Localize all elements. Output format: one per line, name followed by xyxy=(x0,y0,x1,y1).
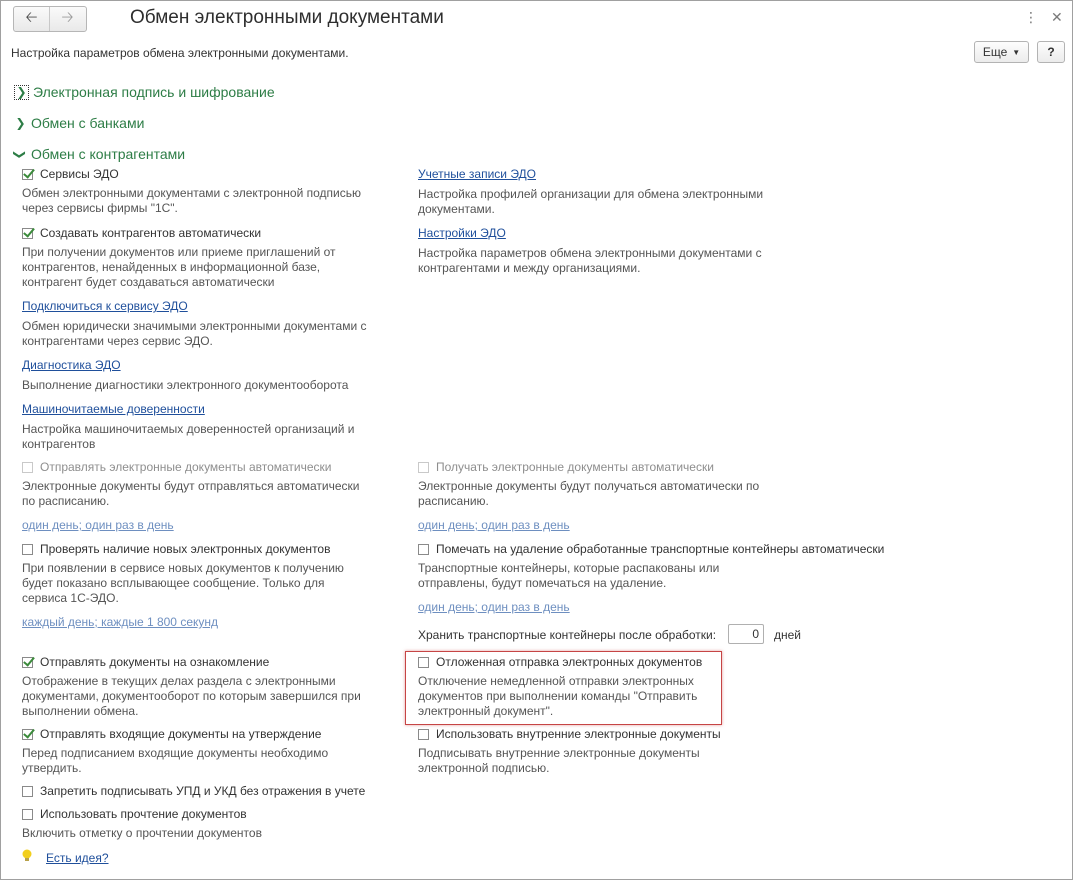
send-approve-label: Отправлять входящие документы на утверждение xyxy=(40,727,322,741)
checkbox-unchecked[interactable] xyxy=(22,544,33,555)
nav-buttons xyxy=(13,6,87,32)
edo-settings-link[interactable]: Настройки ЭДО xyxy=(418,226,506,240)
keep-days-input[interactable]: 0 xyxy=(728,624,764,644)
checkbox-checked[interactable] xyxy=(22,169,33,180)
checkbox-unchecked[interactable] xyxy=(22,786,33,797)
dropdown-arrow-icon: ▼ xyxy=(1012,47,1021,57)
section-signature[interactable] xyxy=(14,84,275,100)
forbid-sign-checkbox[interactable] xyxy=(22,784,365,798)
accounts-desc: Настройка профилей организации для обмена электронными документами. xyxy=(418,187,764,216)
back-button[interactable] xyxy=(14,7,50,31)
help-button[interactable]: ? xyxy=(1037,41,1065,63)
section-banks-label: Обмен с банками xyxy=(31,115,145,131)
auto-receive-desc: Электронные документы будут получаться автоматически по расписанию. xyxy=(418,479,760,508)
checkbox-checked[interactable] xyxy=(22,228,33,239)
send-approve-checkbox[interactable] xyxy=(22,727,321,741)
arrow-right-icon: 🡢 xyxy=(61,8,74,26)
auto-send-schedule-link[interactable]: один день; один раз в день xyxy=(22,518,174,532)
more-button[interactable] xyxy=(974,41,1029,63)
create-counterparties-label: Создавать контрагентов автоматически xyxy=(40,226,262,240)
page-title: Обмен электронными документами xyxy=(130,7,444,28)
chevron-right-icon: ❯ xyxy=(15,116,26,130)
create-counterparties-checkbox[interactable] xyxy=(22,226,261,240)
deferred-send-checkbox[interactable] xyxy=(418,655,702,669)
auto-receive-label: Получать электронные документы автоматически xyxy=(436,460,714,474)
checkbox-unchecked[interactable] xyxy=(22,809,33,820)
check-new-checkbox[interactable] xyxy=(22,542,330,556)
check-new-schedule-link[interactable]: каждый день; каждые 1 800 секунд xyxy=(22,615,219,629)
diagnostics-desc: Выполнение диагностики электронного документооборота xyxy=(22,378,349,392)
arrow-left-icon: 🡠 xyxy=(25,8,38,26)
lightbulb-icon xyxy=(22,849,32,862)
connect-service-link[interactable]: Подключиться к сервису ЭДО xyxy=(22,299,188,313)
send-review-label: Отправлять документы на ознакомление xyxy=(40,655,270,669)
internal-docs-label: Использовать внутренние электронные документы xyxy=(436,727,721,741)
check-new-desc: При появлении в сервисе новых документов к получению будет показано всплывающее сообщение. Только для сервиса 1С-ЭДО. xyxy=(22,561,344,605)
keep-label: Хранить транспортные контейнеры после обработки: xyxy=(418,628,717,642)
checkbox-checked[interactable] xyxy=(22,729,33,740)
section-banks[interactable] xyxy=(14,115,144,131)
read-docs-checkbox[interactable] xyxy=(22,807,247,821)
deferred-send-label: Отложенная отправка электронных документов xyxy=(436,655,703,669)
section-counterparties[interactable] xyxy=(14,146,185,162)
idea-link[interactable]: Есть идея? xyxy=(46,851,109,865)
accounts-link[interactable]: Учетные записи ЭДО xyxy=(418,167,537,181)
section-counterparties-label: Обмен с контрагентами xyxy=(31,146,186,162)
section-signature-label: Электронная подпись и шифрование xyxy=(33,84,275,100)
mark-delete-desc: Транспортные контейнеры, которые распакованы или отправлены, будут помечаться на удаление. xyxy=(418,561,720,590)
chevron-down-icon: ❯ xyxy=(13,148,28,160)
poa-link[interactable]: Машиночитаемые доверенности xyxy=(22,402,205,416)
connect-service-desc: Обмен юридически значимыми электронными документами с контрагентами через сервис ЭДО. xyxy=(22,319,367,348)
keep-unit: дней xyxy=(774,628,802,642)
forbid-sign-label: Запретить подписывать УПД и УКД без отражения в учете xyxy=(40,784,366,798)
deferred-send-desc: Отключение немедленной отправки электронных документов при выполнении команды "Отправить электронный документ". xyxy=(418,674,698,718)
checkbox-unchecked[interactable] xyxy=(418,657,429,668)
chevron-right-icon: ❯ xyxy=(14,85,29,100)
diagnostics-link[interactable]: Диагностика ЭДО xyxy=(22,358,121,372)
forward-button[interactable] xyxy=(50,7,85,31)
edo-services-checkbox[interactable] xyxy=(22,167,119,181)
read-docs-label: Использовать прочтение документов xyxy=(40,807,247,821)
checkbox-unchecked[interactable] xyxy=(418,544,429,555)
checkbox-unchecked[interactable] xyxy=(22,462,33,473)
mark-delete-schedule-link[interactable]: один день; один раз в день xyxy=(418,600,570,614)
checkbox-unchecked[interactable] xyxy=(418,462,429,473)
edo-services-desc: Обмен электронными документами с электронной подписью через сервисы фирмы "1С". xyxy=(22,186,361,215)
auto-receive-schedule-link[interactable]: один день; один раз в день xyxy=(418,518,570,532)
edo-settings-desc: Настройка параметров обмена электронными документами с контрагентами и между организациями. xyxy=(418,246,762,275)
check-new-label: Проверять наличие новых электронных документов xyxy=(40,542,331,556)
checkbox-checked[interactable] xyxy=(22,657,33,668)
close-icon[interactable]: ✕ xyxy=(1051,9,1063,25)
kebab-menu-icon[interactable]: ⋮ xyxy=(1024,9,1038,25)
internal-docs-checkbox[interactable] xyxy=(418,727,721,741)
auto-receive-checkbox[interactable] xyxy=(418,460,714,474)
checkbox-unchecked[interactable] xyxy=(418,729,429,740)
more-label: Еще xyxy=(982,45,1008,59)
internal-docs-desc: Подписывать внутренние электронные документы электронной подписью. xyxy=(418,746,700,775)
auto-send-checkbox[interactable] xyxy=(22,460,332,474)
page-subtitle: Настройка параметров обмена электронными документами. xyxy=(11,46,349,60)
mark-delete-checkbox[interactable] xyxy=(418,542,884,556)
edo-services-label: Сервисы ЭДО xyxy=(40,167,119,181)
auto-send-label: Отправлять электронные документы автоматически xyxy=(40,460,332,474)
send-review-checkbox[interactable] xyxy=(22,655,269,669)
auto-send-desc: Электронные документы будут отправляться автоматически по расписанию. xyxy=(22,479,360,508)
send-approve-desc: Перед подписанием входящие документы необходимо утвердить. xyxy=(22,746,329,775)
mark-delete-label: Помечать на удаление обработанные транспортные контейнеры автоматически xyxy=(436,542,885,556)
poa-desc: Настройка машиночитаемых доверенностей организаций и контрагентов xyxy=(22,422,355,451)
create-counterparties-desc: При получении документов или приеме приглашений от контрагентов, ненайденных в информационной базе, контрагент будет создаваться автоматически xyxy=(22,245,336,289)
send-review-desc: Отображение в текущих делах раздела с электронными документами, документооборот по которым завершился при выполнении обмена. xyxy=(22,674,361,718)
read-docs-desc: Включить отметку о прочтении документов xyxy=(22,826,262,840)
